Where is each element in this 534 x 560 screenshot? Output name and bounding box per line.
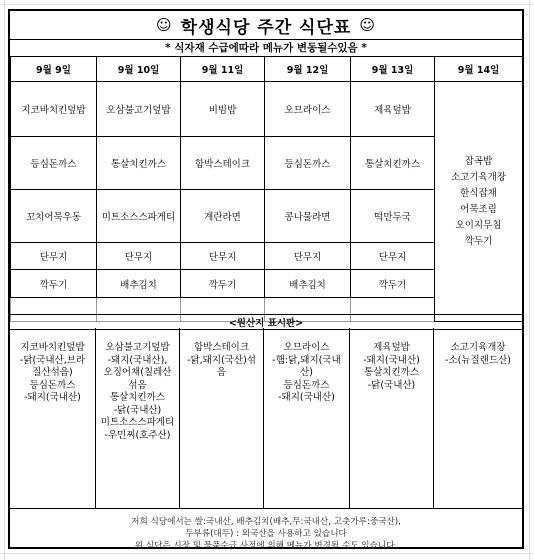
notice-bar: * 식자재 수급에따라 메뉴가 변동될수있음 * [10,39,522,57]
sheet-gridline [0,4,534,5]
title-bar [10,11,522,40]
menu-cell: 오삼불고기덮밥 [97,82,181,137]
menu-cell: 제육덮밥 [351,82,435,137]
date-cell: 9월 12일 [265,57,351,82]
origin-cell: 지코바치킨덮밥 -닭(국내산,브라 질산섞음) 등심돈까스 -돼지(국내산) [10,328,96,508]
menu-cell: 비빔밥 [181,82,265,137]
menu-cell: 떡만두국 [351,190,435,243]
sheet-gridline [4,0,5,560]
special-menu-item: 깍두기 [464,235,493,247]
smiley-icon: ☺ [156,16,173,34]
date-cell: 9월 14일 [435,57,523,82]
menu-board [8,9,524,549]
menu-cell: 함박스테이크 [181,137,265,190]
origin-cell: 함박스테이크 -닭,돼지(국산)섞 음 [180,328,264,508]
menu-cell: 등심돈까스 [265,137,351,190]
date-cell: 9월 13일 [351,57,435,82]
footer-line: 두부류(대두) : 외국산을 사용하고 있습니다 [185,529,347,539]
menu-cell: 콩나물라면 [265,190,351,243]
date-row [11,57,523,82]
page-title: 학생식당 주간 식단표 [180,17,352,38]
menu-cell: 배추김치 [97,270,181,298]
sheet-gridline [529,0,530,560]
date-cell: 9월 10일 [97,57,181,82]
special-menu-item: 어묵조림 [460,203,497,215]
footer-line: 저희 식당에서는 쌀:국내산, 배추김치(배추,무:국내산, 고춧가루:중국산), [131,517,401,527]
menu-cell: 깍두기 [181,270,265,298]
menu-cell: 오므라이스 [265,82,351,137]
special-menu-item: 잡곡밥 [464,155,493,167]
menu-cell: 통살치킨까스 [351,137,435,190]
origin-cell: 제육덮밥 -돼지(국내산) 통살치킨까스 -닭(국내산) [350,328,434,508]
menu-cell: 미트소스스파게티 [97,190,181,243]
origin-cell: 오므라이스 -햄:닭,돼지(국내 산) 등심돈까스 -돼지(국내산) [264,328,350,508]
menu-cell: 단무지 [181,243,265,270]
menu-cell: 계란라면 [181,190,265,243]
special-menu-item: 소고기육개장 [450,171,507,183]
origin-cell: 소고기육개장 -소(뉴질랜드산) [445,342,511,366]
special-menu-item: 한식잡채 [460,187,497,199]
special-menu-item: 오이지무침 [455,219,502,231]
date-cell: 9월 9일 [11,57,97,82]
menu-table [10,56,523,322]
special-menu-cell [435,82,523,322]
sheet-gridline [0,553,534,554]
footer-note [10,508,522,551]
menu-cell: 깍두기 [351,270,435,298]
footer-line: 위 식단은 시장 및 물품수급 사정에 의해 메뉴가 변경될 수도 있습니다. [134,541,398,551]
date-cell: 9월 11일 [181,57,265,82]
menu-cell: 배추김치 [265,270,351,298]
menu-row [11,82,523,137]
origin-header: <원산지 표시판> [10,314,522,330]
menu-cell: 깍두기 [11,270,97,298]
menu-cell: 통살치킨까스 [97,137,181,190]
menu-cell: 지코바치킨덮밥 [11,82,97,137]
menu-cell: 꼬치어묵우동 [11,190,97,243]
menu-cell: 단무지 [97,243,181,270]
menu-cell: 단무지 [265,243,351,270]
smiley-icon: ☺ [359,16,376,34]
menu-cell: 등심돈까스 [11,137,97,190]
menu-cell: 단무지 [351,243,435,270]
menu-cell: 단무지 [11,243,97,270]
origin-cell: 오삼불고기덮밥 -돼지(국내산), 오징어채(칠레산 섞음 통살치킨까스 -닭(국내산) 미트소스스파게티 -우민찌(호주산) [96,328,180,508]
origin-row [10,328,522,509]
